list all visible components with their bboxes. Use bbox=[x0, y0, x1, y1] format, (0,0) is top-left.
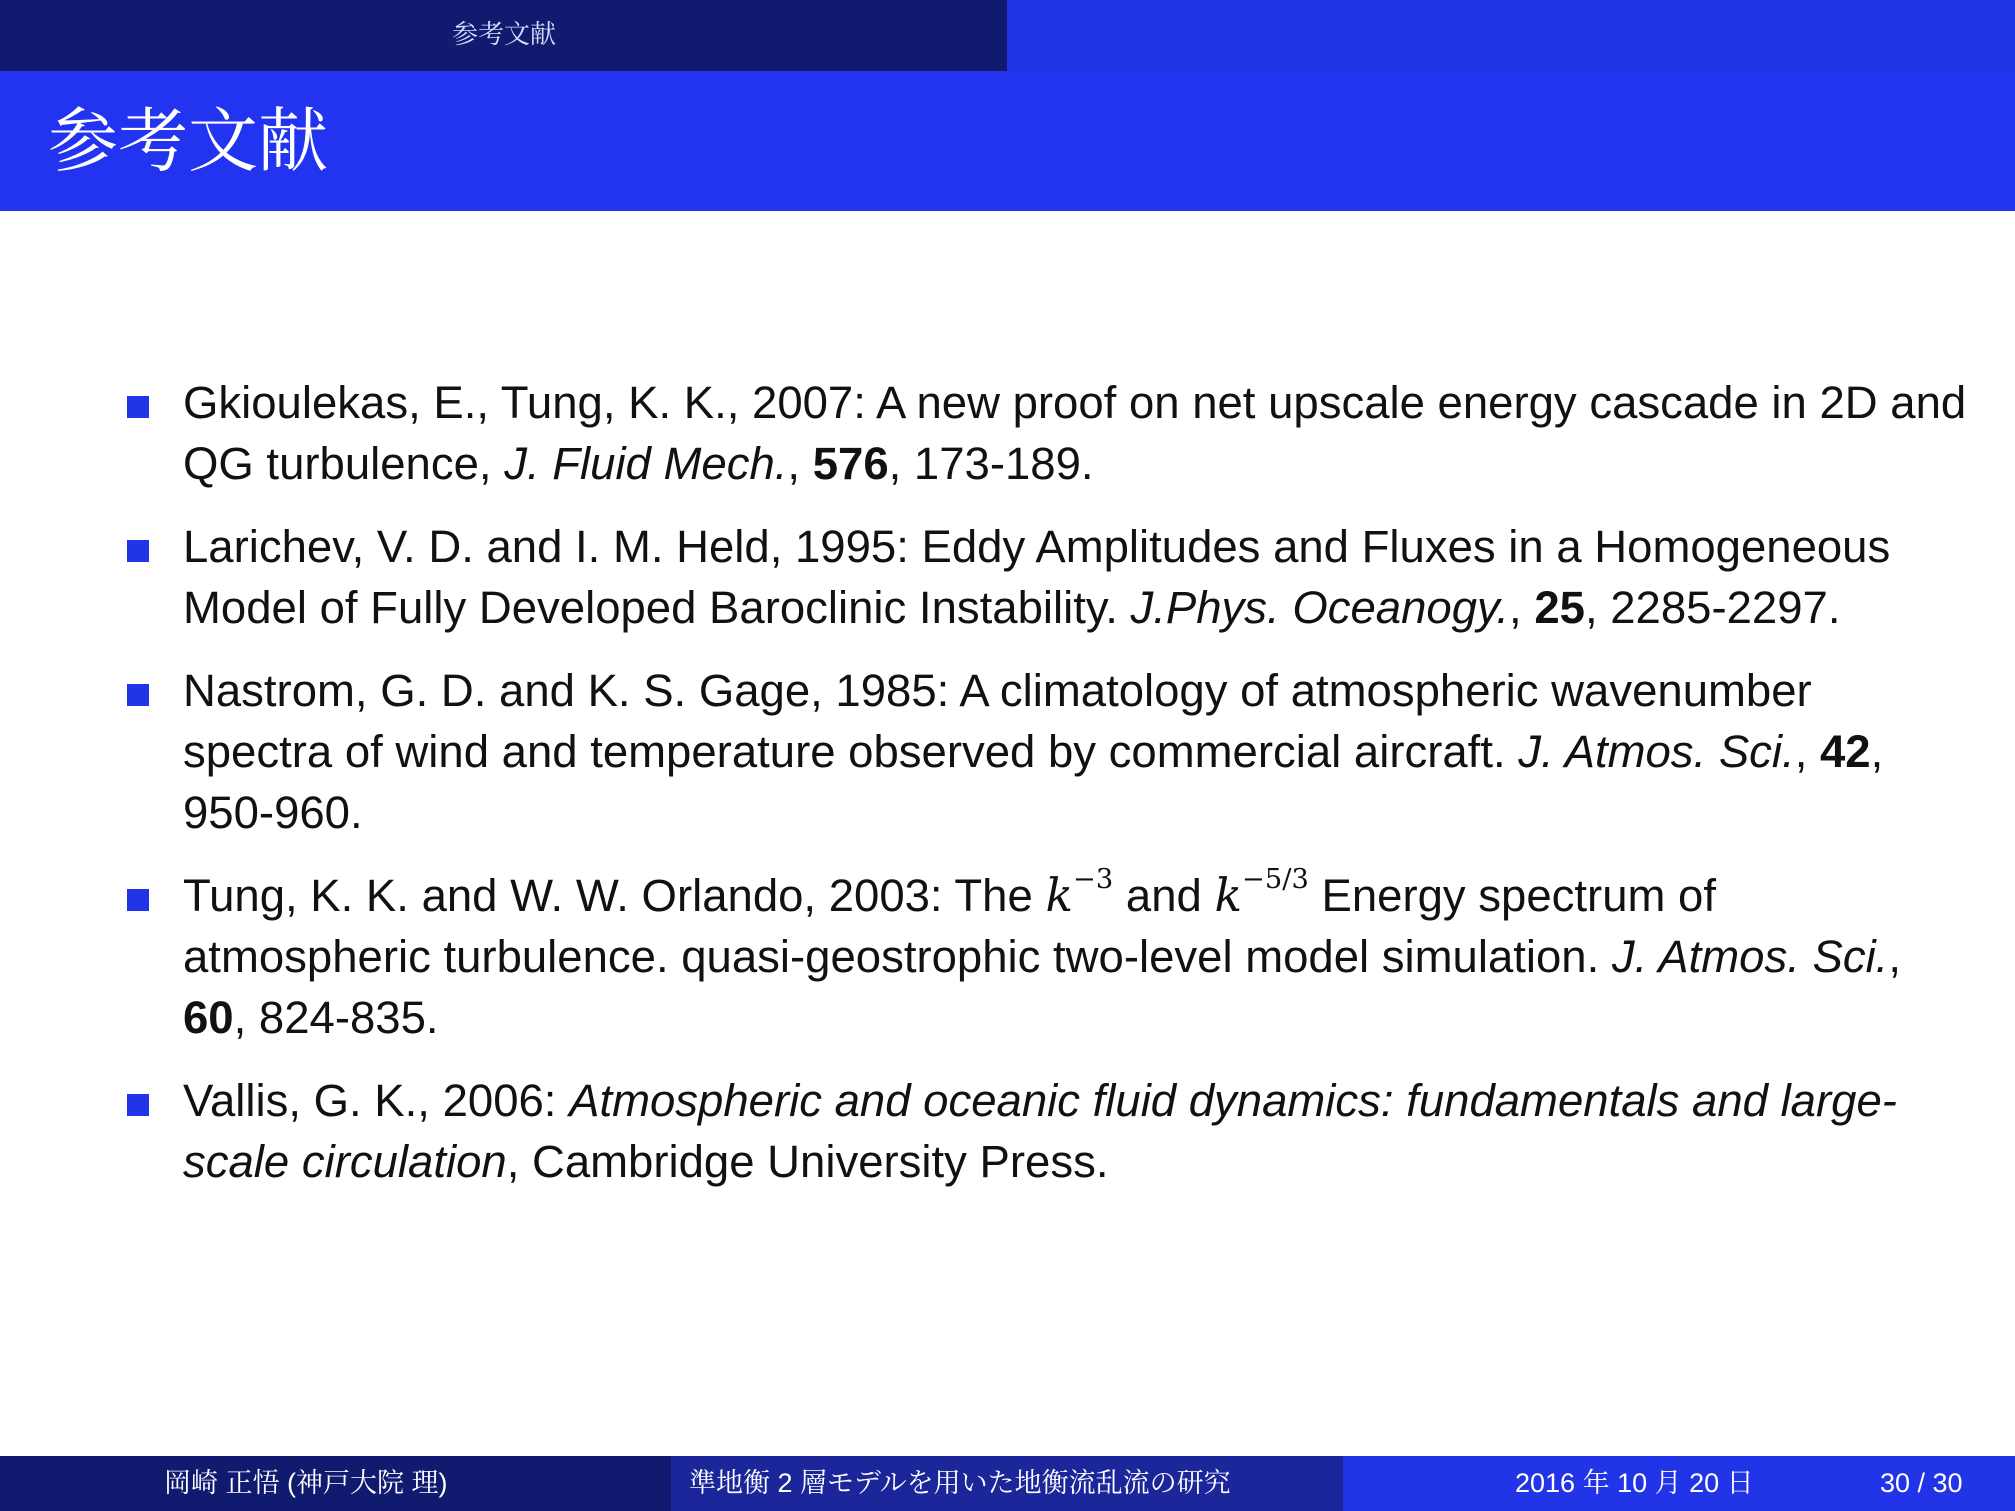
footer-talk-title: 準地衡 2 層モデルを用いた地衡流乱流の研究 bbox=[689, 1468, 1231, 1498]
reference-item: Larichev, V. D. and I. M. Held, 1995: Eddy Amplitudes and Fluxes in a Homogeneous Model of Fully Developed Baroclinic Instability. J.Phys. Oceanogy., 25, 2285-2297. bbox=[125, 516, 1970, 638]
footer bbox=[0, 1456, 2015, 1511]
reference-pages: , 2285-2297. bbox=[1584, 582, 1841, 633]
reference-volume: 42 bbox=[1819, 726, 1871, 777]
reference-volume: 60 bbox=[183, 992, 234, 1043]
reference-mid: and bbox=[1113, 870, 1215, 921]
footer-talk-block bbox=[671, 1456, 1343, 1511]
reference-volume: 25 bbox=[1534, 582, 1585, 633]
page-title: 参考文献 bbox=[48, 100, 328, 182]
footer-date: 2016 年 10 月 20 日 bbox=[1515, 1468, 1754, 1498]
reference-journal: J.Phys. Oceanogy. bbox=[1130, 582, 1510, 633]
square-bullet-icon bbox=[127, 1094, 149, 1116]
reference-lead: Gkioulekas, E., Tung, K. K., 2007: A new proof on net upscale energy cascade in 2D and QG turbulence, bbox=[183, 377, 1967, 489]
reference-list bbox=[125, 372, 1970, 1214]
reference-pages: , 173-189. bbox=[888, 438, 1094, 489]
reference-pages: , 824-835. bbox=[233, 992, 439, 1043]
square-bullet-icon bbox=[127, 684, 149, 706]
reference-lead: Nastrom, G. D. and K. S. Gage, 1985: A climatology of atmospheric wavenumber spectra of wind and temperature observed by commercial aircraft. bbox=[183, 665, 1812, 777]
reference-journal: J. Atmos. Sci. bbox=[1611, 931, 1889, 982]
reference-journal: J. Atmos. Sci. bbox=[1518, 726, 1795, 777]
square-bullet-icon bbox=[127, 540, 149, 562]
reference-lead: Larichev, V. D. and I. M. Held, 1995: Eddy Amplitudes and Fluxes in a Homogeneous Model of Fully Developed Baroclinic Instability. bbox=[183, 521, 1891, 633]
square-bullet-icon bbox=[127, 889, 149, 911]
reference-tail: Energy spectrum of atmospheric turbulence. quasi-geostrophic two-level model simulation. bbox=[183, 870, 1717, 982]
reference-publisher: , Cambridge University Press. bbox=[506, 1136, 1109, 1187]
math-k-minus-3 bbox=[1045, 863, 1114, 922]
reference-item: Gkioulekas, E., Tung, K. K., 2007: A new proof on net upscale energy cascade in 2D and QG turbulence, J. Fluid Mech., 576, 173-189. bbox=[125, 372, 1970, 494]
reference-journal: J. Fluid Mech. bbox=[504, 438, 788, 489]
reference-item: Nastrom, G. D. and K. S. Gage, 1985: A climatology of atmospheric wavenumber spectra of wind and temperature observed by commercial aircraft. J. Atmos. Sci., 42, 950-960. bbox=[125, 660, 1970, 843]
footer-page-number: 30 / 30 bbox=[1880, 1468, 1963, 1498]
math-base: k bbox=[1045, 869, 1074, 922]
math-exponent: −3 bbox=[1073, 863, 1114, 895]
math-exponent: −5/3 bbox=[1242, 863, 1309, 895]
reference-item: Tung, K. K. and W. W. Orlando, 2003: The $k^{-3}$ and $k^{-5/3}$ Energy spectrum of atmospheric turbulence. quasi-geostrophic two-level model simulation. J. Atmos. Sci., 60, 824-835. bbox=[125, 865, 1970, 1048]
reference-book-title: Atmospheric and oceanic fluid dynamics: fundamentals and large-scale circulation bbox=[183, 1075, 1897, 1187]
square-bullet-icon bbox=[127, 396, 149, 418]
reference-pages: , 950-960. bbox=[183, 726, 1884, 838]
reference-volume: 576 bbox=[812, 438, 889, 489]
title-bar bbox=[0, 71, 2015, 211]
navigation-bar bbox=[0, 0, 2015, 71]
nav-section-text: 参考文献 bbox=[451, 20, 556, 50]
nav-section-link[interactable] bbox=[404, 0, 604, 71]
math-k-minus-5-3 bbox=[1214, 863, 1309, 922]
reference-lead: Vallis, G. K., 2006: bbox=[183, 1075, 570, 1126]
footer-date-block bbox=[1343, 1456, 2015, 1511]
footer-author: 岡崎 正悟 (神戸大院 理) bbox=[164, 1468, 448, 1498]
math-base: k bbox=[1214, 869, 1243, 922]
footer-author-block bbox=[0, 1456, 671, 1511]
reference-lead: Tung, K. K. and W. W. Orlando, 2003: The bbox=[183, 870, 1046, 921]
reference-item bbox=[125, 1070, 1970, 1192]
